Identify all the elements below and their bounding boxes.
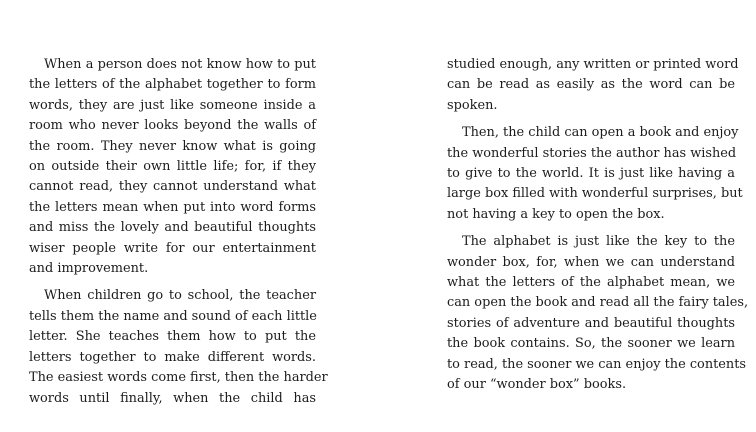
text-line: of our “wonder box” books. bbox=[447, 377, 627, 393]
text-line: wiser people write for our entertainment bbox=[29, 240, 316, 256]
text-line: The alphabet is just like the key to the bbox=[462, 234, 735, 250]
text-line: to read, the sooner we can enjoy the contents bbox=[447, 356, 747, 372]
text-line: spoken. bbox=[447, 97, 498, 113]
text-line: wonder box, for, when we can understand bbox=[447, 254, 735, 270]
text-line: can be read as easily as the word can be bbox=[447, 77, 735, 93]
text-line: what the letters of the alphabet mean, we bbox=[447, 275, 735, 291]
text-line: the wonderful stories the author has wished bbox=[447, 145, 737, 161]
text-line: and miss the lovely and beautiful thoughts bbox=[29, 220, 316, 236]
text-line: letter. She teaches them how to put the bbox=[29, 329, 316, 345]
text-line: studied enough, any written or printed word bbox=[447, 57, 739, 72]
text-line: and improvement. bbox=[29, 261, 149, 277]
text-line: to give to the world. It is just like having a bbox=[447, 166, 735, 182]
text-line: tells them the name and sound of each little bbox=[29, 308, 317, 324]
paragraph-2 bbox=[29, 286, 328, 408]
text-line: the letters mean when put into word forms bbox=[29, 199, 316, 215]
left-page-column bbox=[29, 55, 328, 409]
text-line: cannot read, they cannot understand what bbox=[29, 179, 316, 195]
text-line: Then, the child can open a book and enjoy bbox=[462, 125, 739, 141]
text-line: can open the book and read all the fairy tales, bbox=[447, 295, 749, 311]
text-line: room who never looks beyond the walls of bbox=[29, 118, 316, 134]
paragraph-5 bbox=[447, 232, 749, 395]
right-page-column bbox=[447, 55, 749, 396]
text-line: the room. They never know what is going bbox=[29, 138, 316, 154]
paragraph-3 bbox=[447, 55, 739, 116]
text-line: on outside their own little life; for, if they bbox=[29, 159, 316, 175]
text-line: When a person does not know how to put bbox=[44, 57, 316, 72]
text-line: When children go to school, the teacher bbox=[44, 288, 316, 304]
text-line: The easiest words come first, then the harder bbox=[29, 370, 328, 386]
paragraph-4 bbox=[447, 123, 743, 225]
text-line: words until finally, when the child has bbox=[29, 390, 316, 406]
text-line: not having a key to open the box. bbox=[447, 206, 665, 222]
text-line: the book contains. So, the sooner we learn bbox=[447, 336, 735, 352]
text-line: the letters of the alphabet together to form bbox=[29, 77, 316, 93]
paragraph-1 bbox=[29, 55, 316, 279]
text-line: large box filled with wonderful surprises, but bbox=[447, 186, 743, 202]
text-line: letters together to make different words. bbox=[29, 349, 316, 365]
text-line: words, they are just like someone inside a bbox=[29, 97, 316, 113]
text-line: stories of adventure and beautiful thoughts bbox=[447, 315, 735, 331]
